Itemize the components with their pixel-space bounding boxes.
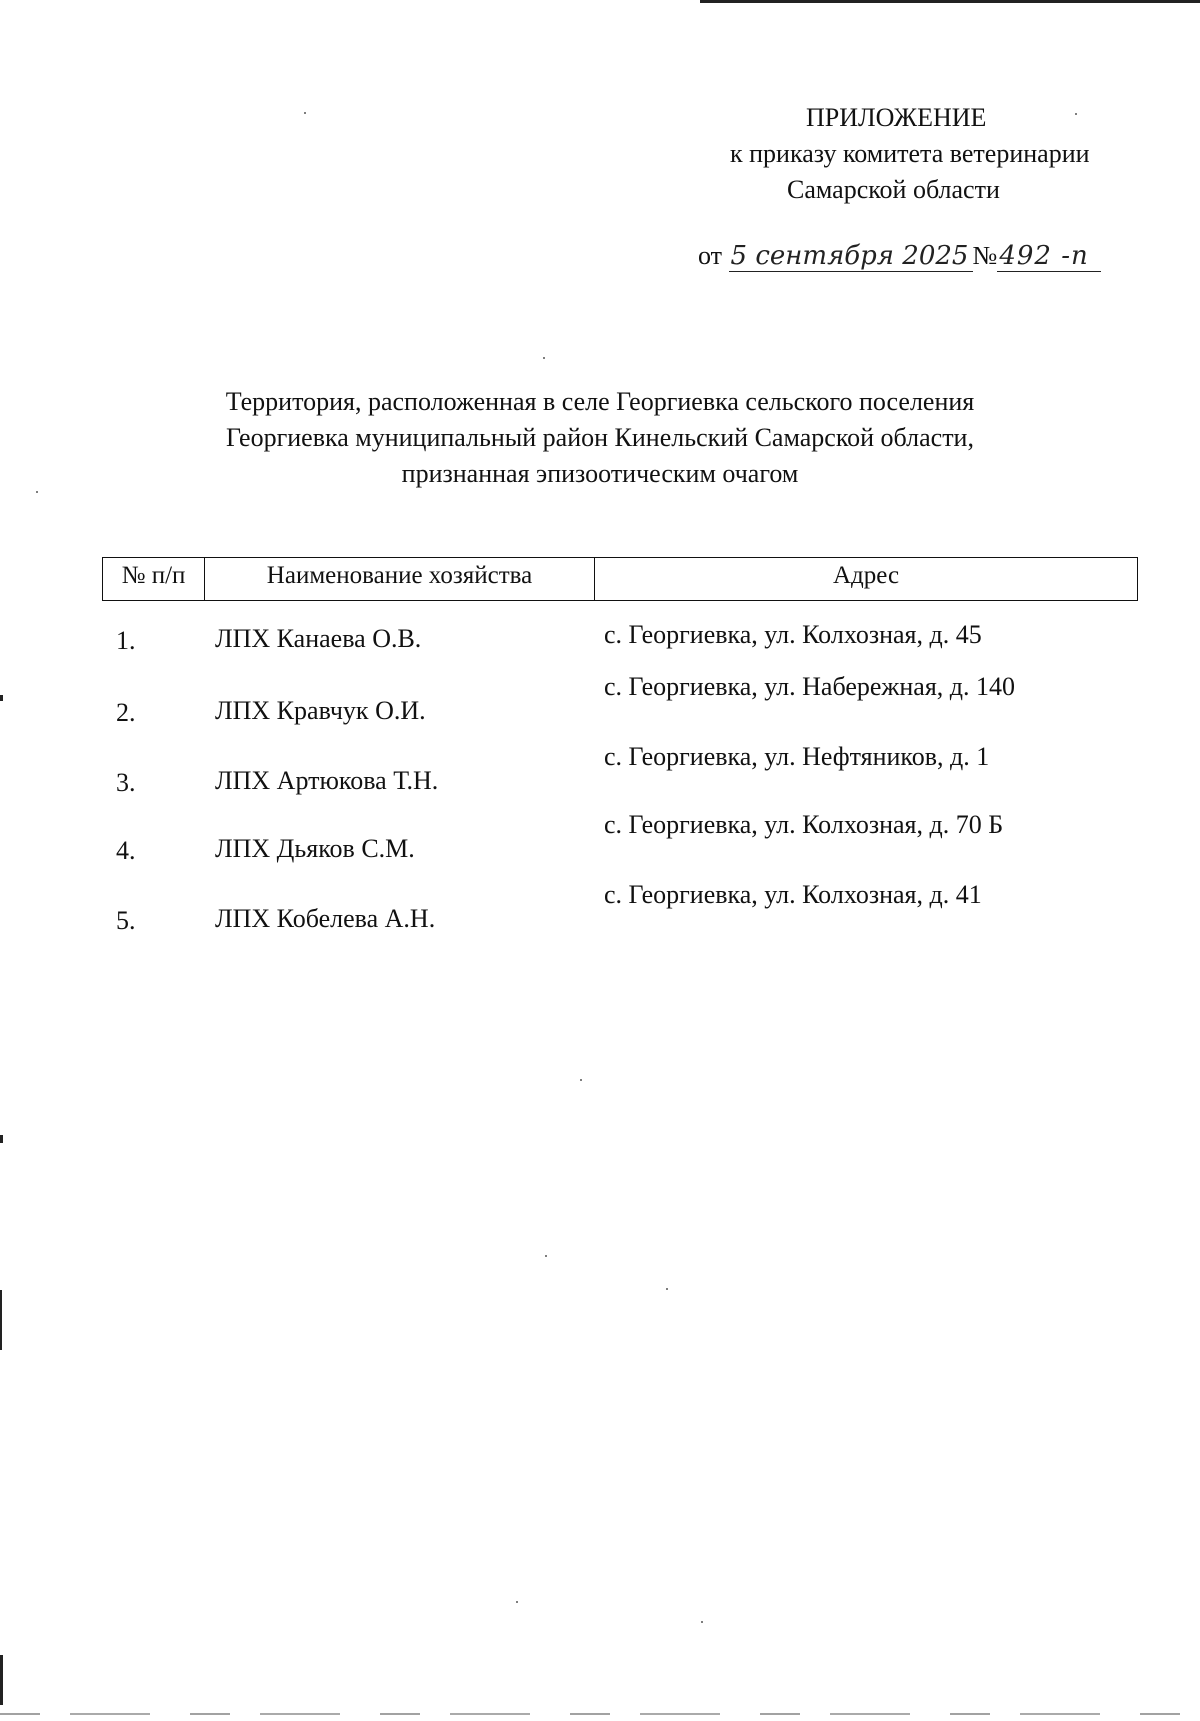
- scan-edge-left: [0, 0, 4, 1721]
- table-row: [102, 810, 1138, 876]
- scan-edge-top: [700, 0, 1200, 3]
- row-address: с. Георгиевка, ул. Нефтяников, д. 1: [604, 742, 990, 771]
- order-prefix: от: [698, 241, 723, 270]
- row-number: 3.: [116, 768, 136, 797]
- scan-edge-bottom: [0, 1713, 1200, 1715]
- column-header-name: Наименование хозяйства: [205, 558, 595, 600]
- row-number: 4.: [116, 836, 136, 865]
- table-header: [102, 557, 1138, 601]
- table-row: [102, 742, 1138, 808]
- scan-speck: [304, 112, 306, 114]
- row-address: с. Георгиевка, ул. Набережная, д. 140: [604, 672, 1016, 701]
- table-row: [102, 620, 1138, 670]
- order-reference-line: [698, 238, 1101, 274]
- row-farm-name: ЛПХ Канаева О.В.: [215, 624, 422, 653]
- row-farm-name: ЛПХ Дьяков С.М.: [215, 834, 415, 863]
- scan-speck: [666, 1288, 668, 1290]
- row-address: с. Георгиевка, ул. Колхозная, д. 45: [604, 620, 982, 649]
- row-number: 5.: [116, 906, 136, 935]
- scan-speck: [1075, 113, 1077, 115]
- row-farm-name: ЛПХ Артюкова Т.Н.: [215, 766, 439, 795]
- order-date-handwritten: 5 сентября 2025: [729, 241, 973, 272]
- row-address: с. Георгиевка, ул. Колхозная, д. 70 Б: [604, 810, 1004, 839]
- scan-speck: [36, 491, 38, 493]
- order-number-handwritten: 492 -п: [997, 241, 1101, 272]
- scan-speck: [516, 1601, 518, 1603]
- appendix-region: Самарской области: [787, 175, 1000, 204]
- scan-speck: [701, 1621, 703, 1623]
- table-row: [102, 880, 1138, 946]
- column-header-number: № п/п: [103, 558, 205, 600]
- scan-speck: [543, 357, 545, 359]
- order-number-sign: №: [972, 241, 998, 270]
- document-title: [150, 384, 1050, 492]
- appendix-title: ПРИЛОЖЕНИЕ: [806, 103, 987, 132]
- row-number: 1.: [116, 626, 136, 655]
- row-number: 2.: [116, 698, 136, 727]
- scan-speck: [545, 1255, 547, 1257]
- appendix-reference: к приказу комитета ветеринарии: [730, 139, 1090, 168]
- row-farm-name: ЛПХ Кобелева А.Н.: [215, 904, 436, 933]
- table-row: [102, 672, 1138, 738]
- title-line-3: признанная эпизоотическим очагом: [401, 459, 799, 488]
- title-line-2: Георгиевка муниципальный район Кинельский Самарской области,: [226, 423, 974, 452]
- row-address: с. Георгиевка, ул. Колхозная, д. 41: [604, 880, 982, 909]
- title-line-1: Территория, расположенная в селе Георгиевка сельского поселения: [225, 387, 975, 416]
- scan-speck: [580, 1079, 582, 1081]
- column-header-address: Адрес: [832, 562, 900, 589]
- row-farm-name: ЛПХ Кравчук О.И.: [215, 696, 426, 725]
